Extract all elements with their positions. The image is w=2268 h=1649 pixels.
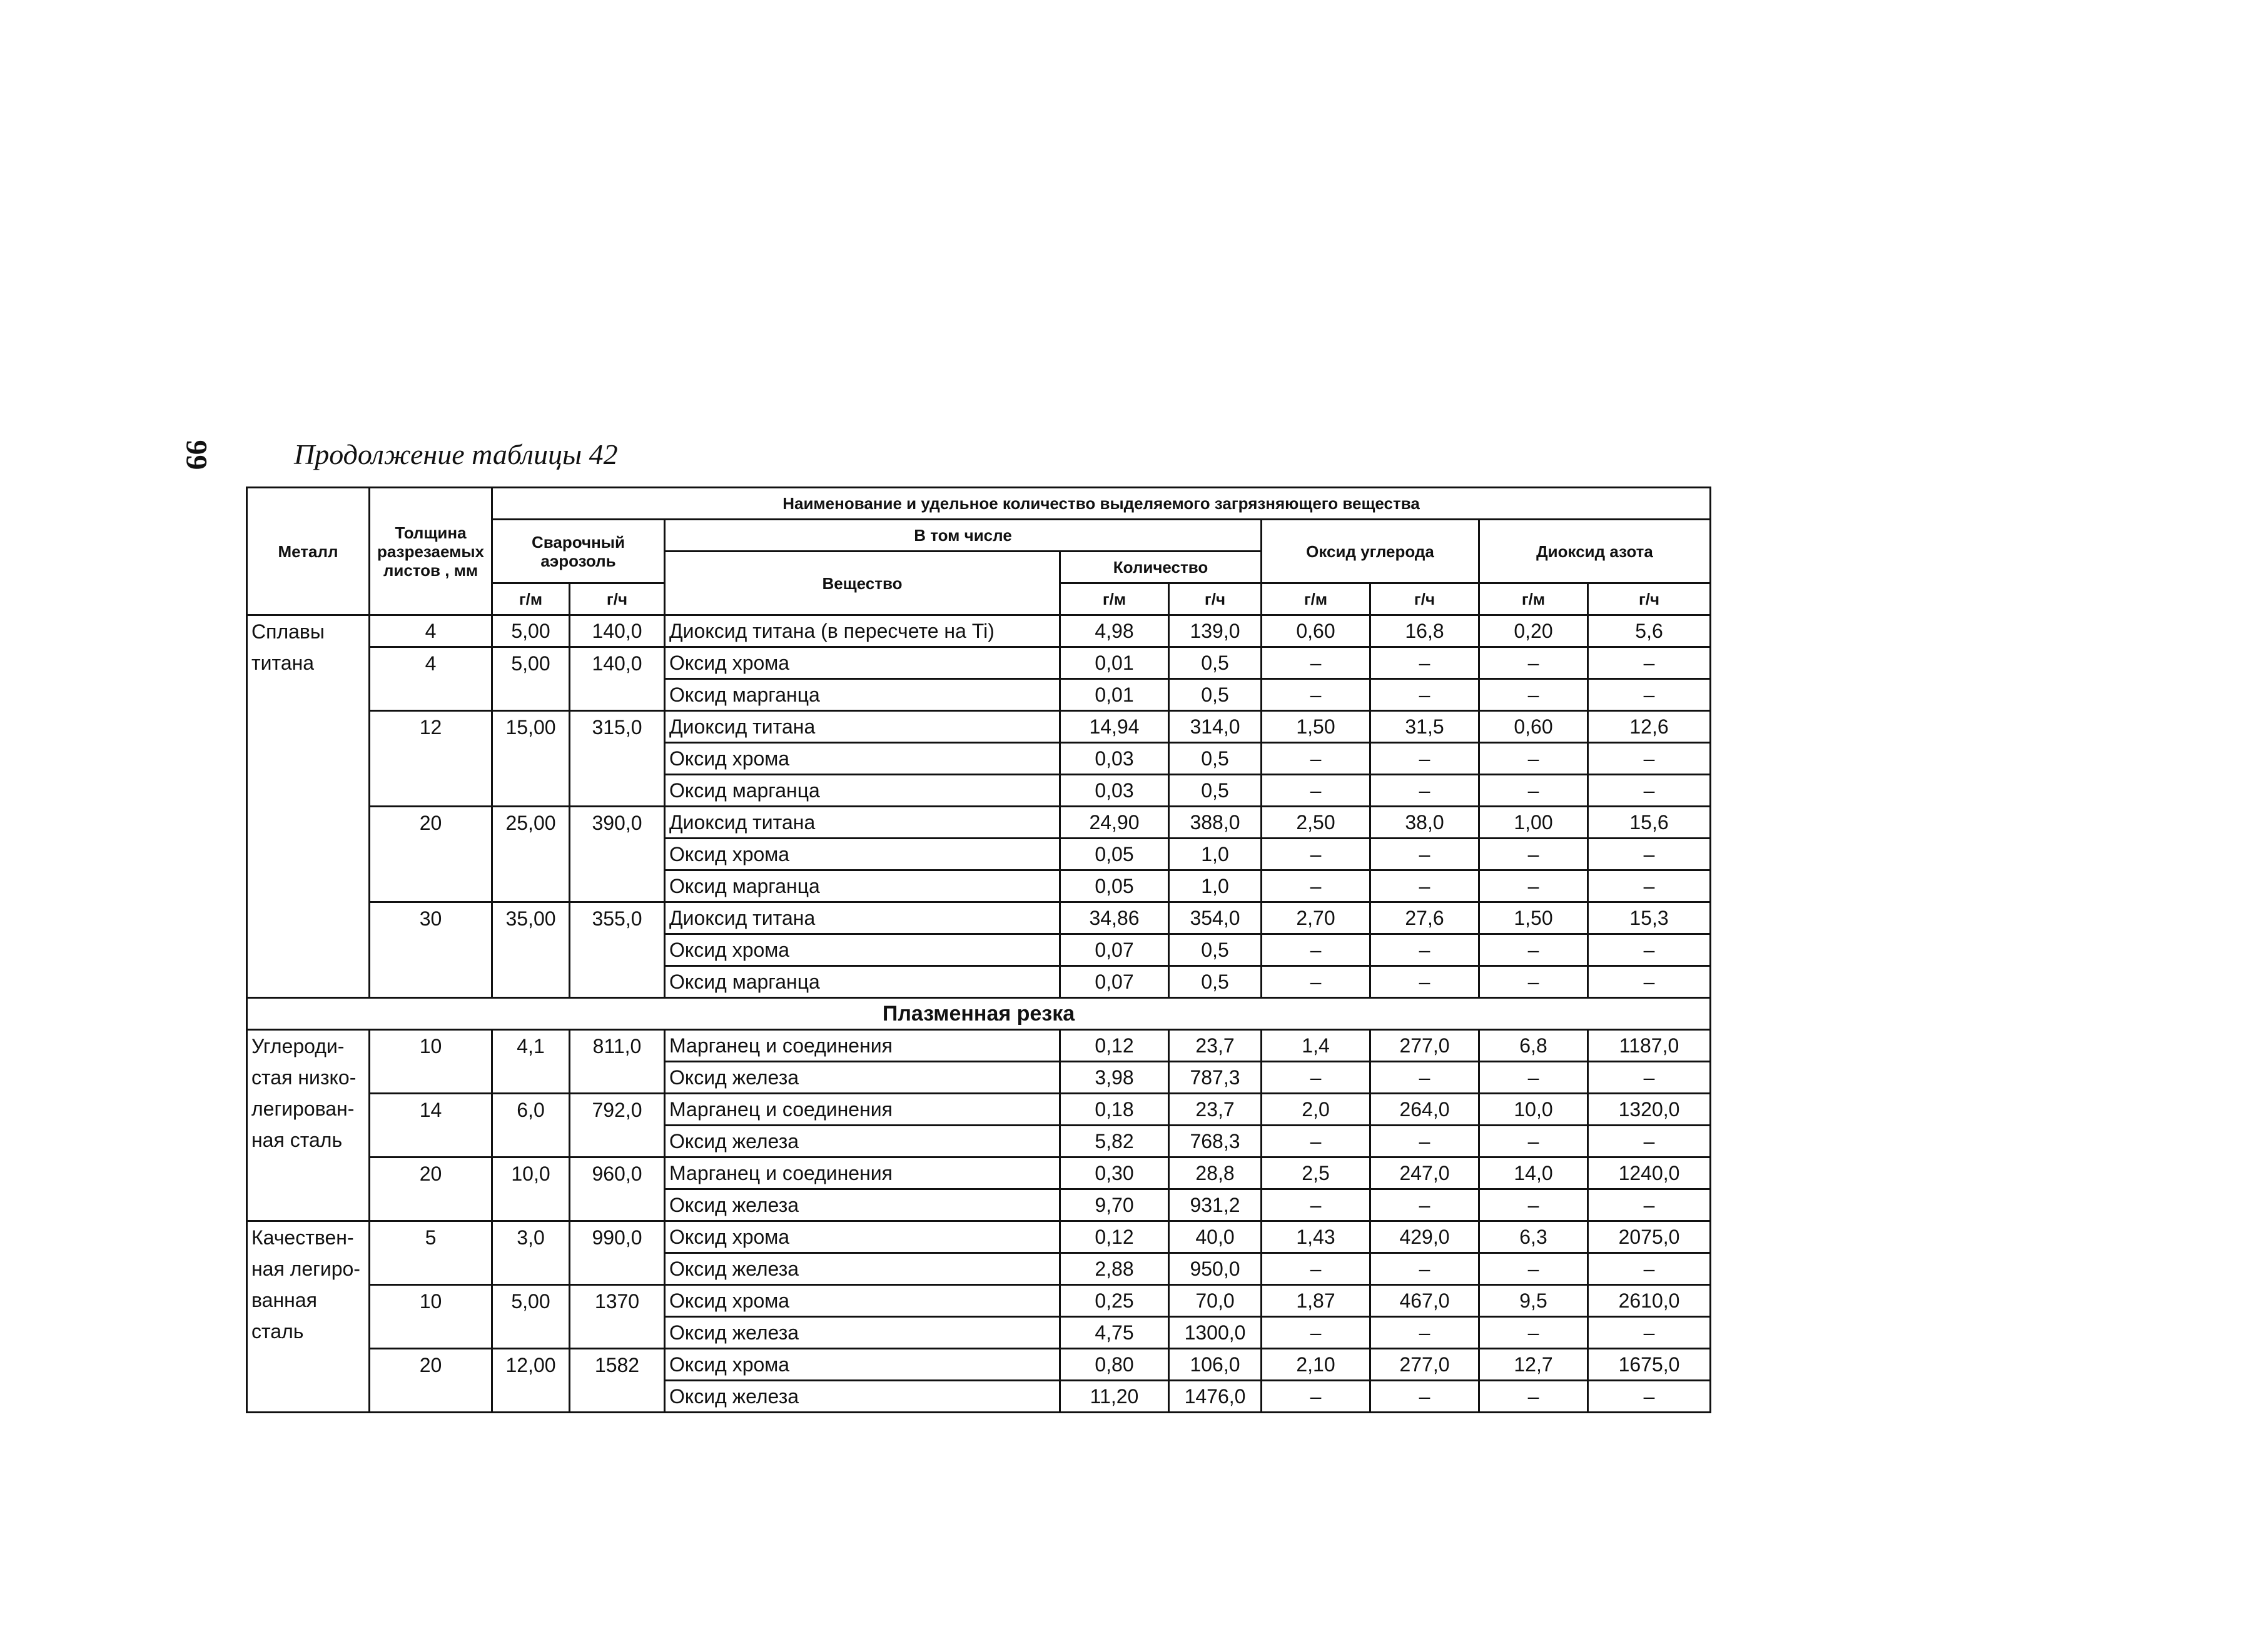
co-gm-cell: 2,0 — [1262, 1094, 1370, 1126]
co-gm-cell: – — [1262, 1189, 1370, 1221]
no2-gm-cell: – — [1479, 1253, 1588, 1285]
aerosol-gm-cell: 5,00 — [492, 615, 570, 647]
table-row — [247, 1030, 1711, 1062]
co-gm-cell: – — [1262, 870, 1370, 902]
no2-gh-cell: 5,6 — [1588, 615, 1711, 647]
quantity-gh-cell: 70,0 — [1169, 1285, 1262, 1317]
co-gh-cell: 27,6 — [1370, 902, 1479, 934]
section-plasma — [247, 998, 1711, 1030]
aerosol-gh-cell: 140,0 — [570, 615, 665, 647]
table-row — [247, 1381, 1711, 1413]
co-gh-cell: – — [1370, 1381, 1479, 1413]
quantity-gh-cell: 787,3 — [1169, 1062, 1262, 1094]
aerosol-gm-cell: 4,1 — [492, 1030, 570, 1062]
co-gh-cell: – — [1370, 743, 1479, 775]
aerosol-gh-cell: 960,0 — [570, 1157, 665, 1189]
quantity-gm-cell: 0,03 — [1060, 775, 1169, 807]
quantity-gh-cell: 0,5 — [1169, 934, 1262, 966]
unit-gh: г/ч — [1588, 583, 1711, 615]
header-aerosol: Сварочный аэрозоль — [492, 520, 665, 583]
table-row — [247, 1126, 1711, 1157]
table-row — [247, 966, 1711, 998]
table-row — [247, 711, 1711, 743]
co-gm-cell: – — [1262, 966, 1370, 998]
substance-cell: Оксид хрома — [665, 743, 1060, 775]
table-row — [247, 1157, 1711, 1189]
quantity-gh-cell: 768,3 — [1169, 1126, 1262, 1157]
quantity-gm-cell: 9,70 — [1060, 1189, 1169, 1221]
co-gm-cell: 2,10 — [1262, 1349, 1370, 1381]
thickness-cell: 20 — [370, 1157, 492, 1189]
co-gh-cell: 31,5 — [1370, 711, 1479, 743]
no2-gh-cell: – — [1588, 870, 1711, 902]
table-row — [247, 807, 1711, 839]
aerosol-gh-cell — [570, 870, 665, 902]
substance-cell: Оксид хрома — [665, 1349, 1060, 1381]
no2-gm-cell: 12,7 — [1479, 1349, 1588, 1381]
group-carbon-steel — [247, 1030, 1711, 1221]
substance-cell: Диоксид титана (в пересчете на Ti) — [665, 615, 1060, 647]
aerosol-gh-cell — [570, 1062, 665, 1094]
quantity-gm-cell: 0,05 — [1060, 870, 1169, 902]
co-gh-cell: – — [1370, 966, 1479, 998]
table-row — [247, 1349, 1711, 1381]
table-row — [247, 743, 1711, 775]
thickness-cell — [370, 934, 492, 966]
thickness-cell — [370, 1253, 492, 1285]
co-gh-cell: – — [1370, 775, 1479, 807]
quantity-gm-cell: 14,94 — [1060, 711, 1169, 743]
metal-name: Качествен- ная легиро- ванная сталь — [247, 1221, 370, 1413]
substance-cell: Оксид железа — [665, 1253, 1060, 1285]
co-gh-cell: – — [1370, 647, 1479, 679]
unit-gh: г/ч — [570, 583, 665, 615]
table-row — [247, 1062, 1711, 1094]
co-gh-cell: 429,0 — [1370, 1221, 1479, 1253]
no2-gm-cell: 10,0 — [1479, 1094, 1588, 1126]
quantity-gh-cell: 28,8 — [1169, 1157, 1262, 1189]
substance-cell: Диоксид титана — [665, 711, 1060, 743]
no2-gh-cell: – — [1588, 1062, 1711, 1094]
quantity-gm-cell: 0,18 — [1060, 1094, 1169, 1126]
no2-gh-cell: 1240,0 — [1588, 1157, 1711, 1189]
co-gh-cell: 467,0 — [1370, 1285, 1479, 1317]
aerosol-gm-cell — [492, 934, 570, 966]
no2-gm-cell: 0,20 — [1479, 615, 1588, 647]
aerosol-gm-cell: 3,0 — [492, 1221, 570, 1253]
co-gm-cell: – — [1262, 647, 1370, 679]
co-gm-cell: – — [1262, 839, 1370, 870]
no2-gh-cell: 15,3 — [1588, 902, 1711, 934]
section-title: Плазменная резка — [247, 998, 1711, 1030]
quantity-gm-cell: 4,98 — [1060, 615, 1169, 647]
quantity-gh-cell: 1,0 — [1169, 839, 1262, 870]
no2-gh-cell: 12,6 — [1588, 711, 1711, 743]
no2-gh-cell: – — [1588, 679, 1711, 711]
aerosol-gm-cell: 5,00 — [492, 1285, 570, 1317]
aerosol-gm-cell — [492, 1317, 570, 1349]
no2-gm-cell: 9,5 — [1479, 1285, 1588, 1317]
no2-gh-cell: 1187,0 — [1588, 1030, 1711, 1062]
table-caption: Продолжение таблицы 42 — [294, 438, 618, 470]
thickness-cell: 4 — [370, 615, 492, 647]
substance-cell: Оксид марганца — [665, 870, 1060, 902]
header-quantity: Количество — [1060, 552, 1262, 583]
quantity-gh-cell: 0,5 — [1169, 743, 1262, 775]
aerosol-gh-cell: 811,0 — [570, 1030, 665, 1062]
co-gm-cell: 0,60 — [1262, 615, 1370, 647]
unit-gm: г/м — [492, 583, 570, 615]
aerosol-gh-cell — [570, 1317, 665, 1349]
aerosol-gh-cell — [570, 934, 665, 966]
aerosol-gh-cell — [570, 743, 665, 775]
quantity-gh-cell: 931,2 — [1169, 1189, 1262, 1221]
quantity-gm-cell: 34,86 — [1060, 902, 1169, 934]
aerosol-gh-cell: 792,0 — [570, 1094, 665, 1126]
co-gh-cell: – — [1370, 1062, 1479, 1094]
unit-gm: г/м — [1479, 583, 1588, 615]
co-gh-cell: – — [1370, 1253, 1479, 1285]
aerosol-gm-cell: 5,00 — [492, 647, 570, 679]
no2-gm-cell: – — [1479, 839, 1588, 870]
aerosol-gm-cell: 25,00 — [492, 807, 570, 839]
quantity-gh-cell: 950,0 — [1169, 1253, 1262, 1285]
quantity-gh-cell: 40,0 — [1169, 1221, 1262, 1253]
no2-gh-cell: 15,6 — [1588, 807, 1711, 839]
aerosol-gm-cell — [492, 743, 570, 775]
no2-gh-cell: – — [1588, 934, 1711, 966]
aerosol-gh-cell: 355,0 — [570, 902, 665, 934]
table-row — [247, 839, 1711, 870]
no2-gm-cell: – — [1479, 966, 1588, 998]
table-header — [247, 488, 1711, 615]
aerosol-gh-cell: 1582 — [570, 1349, 665, 1381]
no2-gm-cell: – — [1479, 1126, 1588, 1157]
co-gm-cell: – — [1262, 679, 1370, 711]
aerosol-gm-cell — [492, 1126, 570, 1157]
thickness-cell — [370, 743, 492, 775]
thickness-cell — [370, 1062, 492, 1094]
quantity-gh-cell: 1300,0 — [1169, 1317, 1262, 1349]
quantity-gm-cell: 0,01 — [1060, 647, 1169, 679]
quantity-gm-cell: 0,07 — [1060, 966, 1169, 998]
no2-gh-cell: – — [1588, 1381, 1711, 1413]
aerosol-gh-cell: 1370 — [570, 1285, 665, 1317]
substance-cell: Оксид железа — [665, 1189, 1060, 1221]
no2-gm-cell: – — [1479, 934, 1588, 966]
table-row — [247, 647, 1711, 679]
aerosol-gh-cell — [570, 1189, 665, 1221]
table-row — [247, 870, 1711, 902]
no2-gm-cell: – — [1479, 1317, 1588, 1349]
no2-gh-cell: 2075,0 — [1588, 1221, 1711, 1253]
thickness-cell — [370, 679, 492, 711]
no2-gh-cell: – — [1588, 647, 1711, 679]
aerosol-gm-cell: 10,0 — [492, 1157, 570, 1189]
group-alloy-steel — [247, 1221, 1711, 1413]
table-row — [247, 679, 1711, 711]
substance-cell: Оксид марганца — [665, 775, 1060, 807]
quantity-gm-cell: 24,90 — [1060, 807, 1169, 839]
unit-gm: г/м — [1060, 583, 1169, 615]
aerosol-gm-cell: 15,00 — [492, 711, 570, 743]
group-titanium — [247, 615, 1711, 998]
substance-cell: Оксид хрома — [665, 647, 1060, 679]
aerosol-gh-cell: 390,0 — [570, 807, 665, 839]
unit-gm: г/м — [1262, 583, 1370, 615]
aerosol-gm-cell — [492, 1381, 570, 1413]
co-gh-cell: 264,0 — [1370, 1094, 1479, 1126]
thickness-cell: 30 — [370, 902, 492, 934]
aerosol-gm-cell — [492, 839, 570, 870]
co-gm-cell: 2,50 — [1262, 807, 1370, 839]
no2-gm-cell: 1,00 — [1479, 807, 1588, 839]
quantity-gm-cell: 4,75 — [1060, 1317, 1169, 1349]
thickness-cell: 10 — [370, 1285, 492, 1317]
no2-gh-cell: – — [1588, 966, 1711, 998]
quantity-gm-cell: 0,05 — [1060, 839, 1169, 870]
substance-cell: Оксид хрома — [665, 1221, 1060, 1253]
co-gm-cell: – — [1262, 1381, 1370, 1413]
emissions-table — [246, 487, 1711, 1413]
co-gm-cell: 2,70 — [1262, 902, 1370, 934]
aerosol-gh-cell — [570, 775, 665, 807]
no2-gm-cell: – — [1479, 647, 1588, 679]
co-gm-cell: – — [1262, 775, 1370, 807]
co-gm-cell: 1,50 — [1262, 711, 1370, 743]
aerosol-gh-cell — [570, 1381, 665, 1413]
co-gm-cell: 1,87 — [1262, 1285, 1370, 1317]
no2-gh-cell: – — [1588, 1317, 1711, 1349]
co-gm-cell: – — [1262, 743, 1370, 775]
co-gh-cell: 16,8 — [1370, 615, 1479, 647]
aerosol-gh-cell — [570, 1126, 665, 1157]
no2-gm-cell: – — [1479, 775, 1588, 807]
quantity-gm-cell: 0,30 — [1060, 1157, 1169, 1189]
aerosol-gh-cell — [570, 839, 665, 870]
no2-gm-cell: – — [1479, 679, 1588, 711]
substance-cell: Диоксид титана — [665, 902, 1060, 934]
quantity-gm-cell: 5,82 — [1060, 1126, 1169, 1157]
aerosol-gh-cell — [570, 679, 665, 711]
no2-gh-cell: – — [1588, 775, 1711, 807]
co-gh-cell: – — [1370, 934, 1479, 966]
substance-cell: Марганец и соединения — [665, 1030, 1060, 1062]
aerosol-gh-cell: 140,0 — [570, 647, 665, 679]
thickness-cell: 10 — [370, 1030, 492, 1062]
aerosol-gh-cell — [570, 1253, 665, 1285]
header-carbon-monoxide: Оксид углерода — [1262, 520, 1479, 583]
quantity-gm-cell: 0,03 — [1060, 743, 1169, 775]
thickness-cell — [370, 1381, 492, 1413]
unit-gh: г/ч — [1169, 583, 1262, 615]
no2-gh-cell: – — [1588, 1126, 1711, 1157]
quantity-gm-cell: 11,20 — [1060, 1381, 1169, 1413]
quantity-gh-cell: 0,5 — [1169, 679, 1262, 711]
thickness-cell: 20 — [370, 1349, 492, 1381]
no2-gm-cell: – — [1479, 870, 1588, 902]
aerosol-gm-cell — [492, 966, 570, 998]
no2-gh-cell: 1320,0 — [1588, 1094, 1711, 1126]
table-row — [247, 1189, 1711, 1221]
thickness-cell — [370, 966, 492, 998]
thickness-cell: 12 — [370, 711, 492, 743]
quantity-gh-cell: 1476,0 — [1169, 1381, 1262, 1413]
aerosol-gm-cell: 12,00 — [492, 1349, 570, 1381]
quantity-gh-cell: 23,7 — [1169, 1030, 1262, 1062]
thickness-cell: 20 — [370, 807, 492, 839]
no2-gm-cell: 1,50 — [1479, 902, 1588, 934]
quantity-gh-cell: 139,0 — [1169, 615, 1262, 647]
no2-gm-cell: – — [1479, 1381, 1588, 1413]
no2-gh-cell: – — [1588, 1253, 1711, 1285]
aerosol-gh-cell: 990,0 — [570, 1221, 665, 1253]
co-gm-cell: – — [1262, 1317, 1370, 1349]
no2-gh-cell: – — [1588, 743, 1711, 775]
thickness-cell — [370, 870, 492, 902]
aerosol-gm-cell — [492, 1062, 570, 1094]
substance-cell: Оксид хрома — [665, 839, 1060, 870]
quantity-gm-cell: 0,80 — [1060, 1349, 1169, 1381]
aerosol-gm-cell — [492, 870, 570, 902]
thickness-cell: 4 — [370, 647, 492, 679]
no2-gm-cell: 0,60 — [1479, 711, 1588, 743]
table-row — [247, 1253, 1711, 1285]
unit-gh: г/ч — [1370, 583, 1479, 615]
metal-name: Углероди- стая низко- легирован- ная сталь — [247, 1030, 370, 1221]
aerosol-gh-cell — [570, 966, 665, 998]
co-gh-cell: 38,0 — [1370, 807, 1479, 839]
co-gm-cell: – — [1262, 1253, 1370, 1285]
co-gh-cell: 277,0 — [1370, 1349, 1479, 1381]
table-row — [247, 1285, 1711, 1317]
table-row — [247, 902, 1711, 934]
co-gh-cell: – — [1370, 839, 1479, 870]
page-number: 99 — [180, 440, 213, 470]
table-row — [247, 1221, 1711, 1253]
co-gm-cell: 2,5 — [1262, 1157, 1370, 1189]
no2-gm-cell: – — [1479, 743, 1588, 775]
quantity-gh-cell: 354,0 — [1169, 902, 1262, 934]
thickness-cell: 5 — [370, 1221, 492, 1253]
co-gm-cell: – — [1262, 1062, 1370, 1094]
table-row — [247, 615, 1711, 647]
quantity-gm-cell: 3,98 — [1060, 1062, 1169, 1094]
quantity-gm-cell: 0,25 — [1060, 1285, 1169, 1317]
co-gh-cell: – — [1370, 679, 1479, 711]
substance-cell: Оксид железа — [665, 1126, 1060, 1157]
co-gh-cell: – — [1370, 1317, 1479, 1349]
no2-gh-cell: – — [1588, 1189, 1711, 1221]
table-row — [247, 934, 1711, 966]
no2-gm-cell: – — [1479, 1189, 1588, 1221]
aerosol-gh-cell: 315,0 — [570, 711, 665, 743]
substance-cell: Оксид железа — [665, 1381, 1060, 1413]
co-gm-cell: 1,4 — [1262, 1030, 1370, 1062]
substance-cell: Оксид хрома — [665, 1285, 1060, 1317]
table-row — [247, 1317, 1711, 1349]
aerosol-gm-cell: 35,00 — [492, 902, 570, 934]
substance-cell: Оксид железа — [665, 1062, 1060, 1094]
header-pollutant: Наименование и удельное количество выделяемого загрязняющего вещества — [492, 488, 1711, 520]
thickness-cell: 14 — [370, 1094, 492, 1126]
aerosol-gm-cell — [492, 775, 570, 807]
aerosol-gm-cell — [492, 679, 570, 711]
substance-cell: Марганец и соединения — [665, 1157, 1060, 1189]
substance-cell: Диоксид титана — [665, 807, 1060, 839]
quantity-gh-cell: 0,5 — [1169, 966, 1262, 998]
quantity-gm-cell: 0,12 — [1060, 1030, 1169, 1062]
co-gh-cell: – — [1370, 1189, 1479, 1221]
aerosol-gm-cell — [492, 1189, 570, 1221]
no2-gh-cell: – — [1588, 839, 1711, 870]
no2-gm-cell: – — [1479, 1062, 1588, 1094]
substance-cell: Оксид хрома — [665, 934, 1060, 966]
quantity-gh-cell: 388,0 — [1169, 807, 1262, 839]
quantity-gm-cell: 0,07 — [1060, 934, 1169, 966]
quantity-gh-cell: 0,5 — [1169, 647, 1262, 679]
quantity-gh-cell: 314,0 — [1169, 711, 1262, 743]
header-metal: Металл — [247, 488, 370, 615]
substance-cell: Оксид железа — [665, 1317, 1060, 1349]
table-row — [247, 1094, 1711, 1126]
quantity-gm-cell: 0,01 — [1060, 679, 1169, 711]
header-substance: Вещество — [665, 552, 1060, 615]
header-nitrogen-dioxide: Диоксид азота — [1479, 520, 1711, 583]
aerosol-gm-cell — [492, 1253, 570, 1285]
no2-gh-cell: 2610,0 — [1588, 1285, 1711, 1317]
thickness-cell — [370, 775, 492, 807]
thickness-cell — [370, 1126, 492, 1157]
co-gh-cell: – — [1370, 870, 1479, 902]
header-including: В том числе — [665, 520, 1262, 552]
co-gm-cell: – — [1262, 1126, 1370, 1157]
thickness-cell — [370, 1189, 492, 1221]
thickness-cell — [370, 839, 492, 870]
no2-gh-cell: 1675,0 — [1588, 1349, 1711, 1381]
quantity-gm-cell: 2,88 — [1060, 1253, 1169, 1285]
no2-gm-cell: 6,3 — [1479, 1221, 1588, 1253]
header-thickness: Толщина разрезаемых листов , мм — [370, 488, 492, 615]
quantity-gh-cell: 106,0 — [1169, 1349, 1262, 1381]
co-gh-cell: – — [1370, 1126, 1479, 1157]
co-gh-cell: 247,0 — [1370, 1157, 1479, 1189]
co-gm-cell: – — [1262, 934, 1370, 966]
aerosol-gm-cell: 6,0 — [492, 1094, 570, 1126]
substance-cell: Оксид марганца — [665, 679, 1060, 711]
co-gh-cell: 277,0 — [1370, 1030, 1479, 1062]
quantity-gh-cell: 1,0 — [1169, 870, 1262, 902]
no2-gm-cell: 6,8 — [1479, 1030, 1588, 1062]
thickness-cell — [370, 1317, 492, 1349]
table-row — [247, 775, 1711, 807]
quantity-gm-cell: 0,12 — [1060, 1221, 1169, 1253]
co-gm-cell: 1,43 — [1262, 1221, 1370, 1253]
quantity-gh-cell: 0,5 — [1169, 775, 1262, 807]
substance-cell: Оксид марганца — [665, 966, 1060, 998]
no2-gm-cell: 14,0 — [1479, 1157, 1588, 1189]
quantity-gh-cell: 23,7 — [1169, 1094, 1262, 1126]
metal-name: Сплавы титана — [247, 615, 370, 998]
substance-cell: Марганец и соединения — [665, 1094, 1060, 1126]
